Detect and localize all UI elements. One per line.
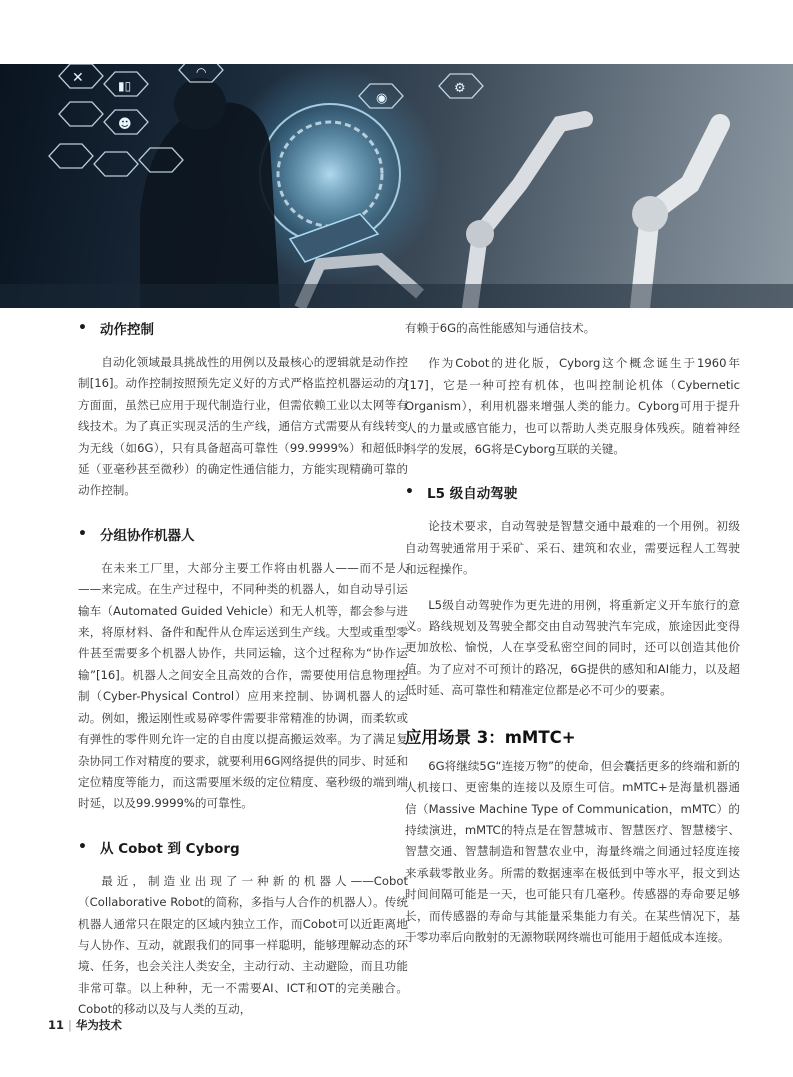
wrench-icon: ✕ <box>72 70 84 86</box>
bullet-icon: • <box>405 484 414 501</box>
section-heading-group-robots <box>78 524 408 544</box>
section-heading-motion-control <box>78 318 408 338</box>
page-number: 11 <box>48 1018 65 1032</box>
bullet-icon: • <box>78 838 87 855</box>
page-footer <box>48 1017 122 1033</box>
heading-text: 分组协作机器人 <box>100 527 195 544</box>
robot-joint <box>466 220 494 248</box>
paragraph: 6G将继续5G“连接万物”的使命，但会囊括更多的终端和新的人机接口、更密集的连接以及原生可信。mMTC+是海量机器通信（Massive Machine Type of Communication，mMTC）的持续演进，mMTC的特点是在智慧城市、智慧医疗、智慧楼宇、智慧交通、智慧制造和智慧农业中，海量终端之间通过轻度连接来承载零散业务。所需的数据速率在极低到中等水平，报文到达时间间隔可能是一天，也可能只有几毫秒。传感器的寿命要足够长，而传感器的寿命与其能量采集能力有关。在某些情况下，基于零功率后向散射的无源物联网终端也可能用于超低成本连接。 <box>405 758 740 944</box>
heading-text: 动作控制 <box>100 322 154 338</box>
heading-text: 从 Cobot 到 Cyborg <box>100 840 240 857</box>
floor <box>0 284 793 308</box>
gear-icon: ⚙ <box>454 81 466 96</box>
section-heading-l5-driving <box>405 482 740 502</box>
bullet-icon: • <box>78 525 87 542</box>
bullet-icon: • <box>78 320 87 336</box>
heading-text: L5 级自动驾驶 <box>427 486 518 503</box>
robot-arm-icon <box>470 119 585 308</box>
hero-illustration <box>0 64 793 308</box>
section-title-mmtc: 应用场景 3：mMTC+ <box>405 727 576 747</box>
person-head <box>174 78 226 130</box>
publication-name: 华为技术 <box>75 1018 122 1032</box>
paragraph: L5级自动驾驶作为更先进的用例，将重新定义开车旅行的意义。路线规划及驾驶全都交由自动驾驶汽车完成，旅途因此变得更加放松、愉悦，人在享受私密空间的同时，还可以创造其他价值。为了应对不可预计的路况，6G提供的感知和AI能力，以及超低时延、高可靠性和精准定位都是必不可少的要素。 <box>405 597 740 698</box>
section-heading-cobot-cyborg <box>78 837 408 857</box>
hero-image <box>0 64 793 308</box>
paragraph-continued: 有赖于6G的高性能感知与通信技术。 <box>405 321 596 335</box>
paragraph: 论技术要求，自动驾驶是智慧交通中最难的一个用例。初级自动驾驶通常用于采矿、采石、建筑和农业，需要远程人工驾驶和远程操作。 <box>405 519 740 577</box>
person-silhouette <box>140 102 280 308</box>
footer-separator: | <box>68 1018 72 1032</box>
paragraph: 最近，制造业出现了一种新的机器人——Cobot（Collaborative Robot的简称，多指与人合作的机器人）。传统机器人通常只在限定的区域内独立工作，而Cobot可以近距离地与人协作、互动，就跟我们的同事一样聪明，能够理解动态的环境、任务，也会关注人类安全，主动行动、主动避险，而且功能非常可靠。以上种种，无一不需要AI、ICT和OT的完美融合。Cobot的移动以及与人类的互动， <box>78 873 408 1017</box>
wifi-icon: ◠ <box>196 65 207 79</box>
paragraph: 在未来工厂里，大部分主要工作将由机器人——而不是人——来完成。在生产过程中，不同种类的机器人，如自动导引运输车（Automated Guided Vehicle）和无人机等，都会参与进来，将原材料、备件和配件从仓库运送到生产线。大型或重型零件甚至需要多个机器人协作，共同运输，这个过程称为“协作运输”[16]。机器人之间安全且高效的合作，需要使用信息物理控制（Cyber-Physical Control）应用来控制、协调机器人的运动。例如，搬运刚性或易碎零件需要非常精准的协调，而柔软或有弹性的零件则允许一定的自由度以提高搬运效率。为了满足复杂协同工作对精度的要求，就要利用6G网络提供的同步、时延和定位精度等能力，而这需要厘米级的定位精度、毫秒级的端到端时延，以及99.9999%的可靠性。 <box>78 560 408 811</box>
battery-icon: ▮▯ <box>118 79 132 93</box>
idea-icon: ◉ <box>376 91 388 106</box>
left-column <box>78 318 408 1021</box>
users-icon: ☻ <box>118 117 132 132</box>
paragraph: 自动化领域最具挑战性的用例以及最核心的逻辑就是动作控制[16]。动作控制按照预先定义好的方式严格监控机器运动的方方面面，虽然已应用于现代制造行业，但需依赖工业以太网等有线技术。为了真正实现灵活的生产线，通信方式需要从有线转变为无线（如6G），只有具备超高可靠性（99.9999%）和超低时延（亚毫秒甚至微秒）的确定性通信能力，方能实现精确可靠的动作控制。 <box>78 355 408 498</box>
paragraph: 作为Cobot的进化版，Cyborg这个概念诞生于1960年[17]，它是一种可控有机体，也叫控制论机体（Cybernetic Organism），利用机器来增强人类的能力。Cyborg可用于提升人的力量或感官能力，也可以帮助人类克服身体残疾。随着神经科学的发展，6G将是Cyborg互联的关键。 <box>405 356 740 457</box>
robot-joint-right <box>632 196 668 232</box>
right-column <box>405 318 740 948</box>
